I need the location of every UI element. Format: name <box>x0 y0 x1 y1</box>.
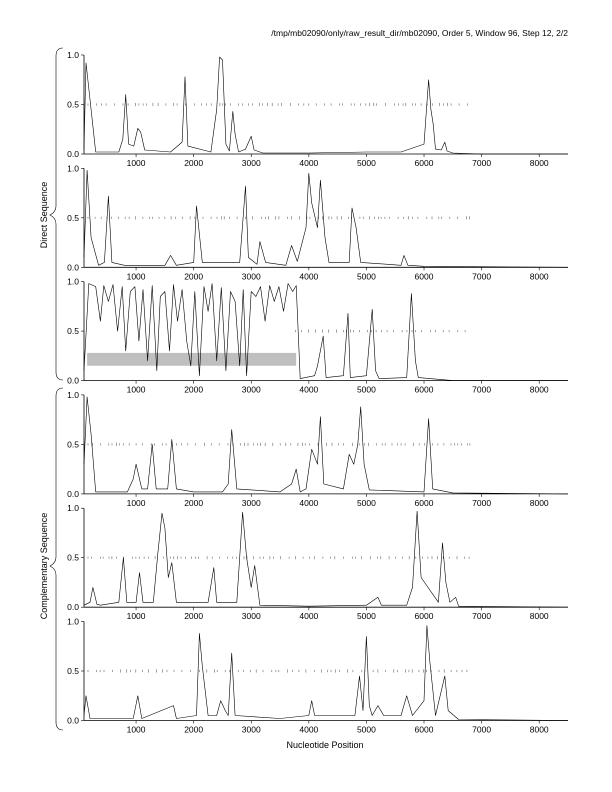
y-tick-label: 0.0 <box>67 602 79 613</box>
y-tick-label: 1.0 <box>67 50 79 60</box>
y-tick-label: 0.0 <box>67 488 79 499</box>
x-tick-label: 8000 <box>529 497 549 508</box>
x-tick-label: 8000 <box>529 611 549 622</box>
x-tick-label: 4000 <box>299 271 319 282</box>
x-tick-label: 8000 <box>529 271 549 282</box>
x-tick-label: 3000 <box>241 724 261 735</box>
y-tick-label: 1.0 <box>67 616 79 627</box>
series-line <box>84 511 568 607</box>
x-tick-label: 3000 <box>241 271 261 282</box>
panel-3 <box>67 277 568 395</box>
direct-sequence-label: Direct Sequence <box>39 181 49 249</box>
x-tick-label: 5000 <box>356 384 376 395</box>
x-tick-label: 6000 <box>414 384 434 395</box>
y-tick-label: 1.0 <box>67 389 79 400</box>
x-tick-label: 6000 <box>414 497 434 508</box>
x-tick-label: 1000 <box>126 384 146 395</box>
panel-1 <box>67 50 568 168</box>
x-tick-label: 7000 <box>472 158 492 168</box>
x-tick-label: 8000 <box>529 724 549 735</box>
y-tick-label: 0.5 <box>67 212 79 223</box>
complementary-sequence-label: Complementary Sequence <box>39 512 49 620</box>
y-tick-label: 0.5 <box>67 99 79 110</box>
x-tick-label: 8000 <box>529 384 549 395</box>
y-tick-label: 0.5 <box>67 439 79 450</box>
y-tick-label: 0.5 <box>67 326 79 337</box>
panel-2 <box>67 163 568 281</box>
panel-4 <box>67 390 568 508</box>
x-tick-label: 3000 <box>241 158 261 168</box>
x-tick-label: 3000 <box>241 384 261 395</box>
complementary-group-bracket <box>50 388 63 730</box>
x-tick-label: 7000 <box>472 384 492 395</box>
x-tick-label: 3000 <box>241 497 261 508</box>
x-tick-label: 7000 <box>472 724 492 735</box>
x-tick-label: 5000 <box>356 271 376 282</box>
x-tick-label: 2000 <box>184 724 204 735</box>
x-tick-label: 6000 <box>414 271 434 282</box>
x-tick-label: 2000 <box>184 384 204 395</box>
x-tick-label: 4000 <box>299 158 319 168</box>
series-line <box>84 397 568 494</box>
y-tick-label: 0.0 <box>67 715 79 726</box>
y-tick-label: 0.5 <box>67 552 79 563</box>
x-tick-label: 4000 <box>299 611 319 622</box>
x-tick-label: 2000 <box>184 271 204 282</box>
x-tick-label: 3000 <box>241 611 261 622</box>
x-tick-label: 2000 <box>184 611 204 622</box>
series-line <box>84 626 568 721</box>
x-tick-label: 2000 <box>184 158 204 168</box>
x-tick-label: 7000 <box>472 497 492 508</box>
y-tick-label: 1.0 <box>67 503 79 514</box>
x-tick-label: 5000 <box>356 724 376 735</box>
x-tick-label: 4000 <box>299 384 319 395</box>
figure-title: /tmp/mb02090/only/raw_result_dir/mb02090, Order 5, Window 96, Step 12, 2/2 <box>271 28 568 38</box>
series-line <box>84 284 568 381</box>
x-axis-title: Nucleotide Position <box>286 740 364 750</box>
y-tick-label: 0.0 <box>67 375 79 386</box>
x-tick-label: 1000 <box>126 271 146 282</box>
panel-6 <box>67 617 568 735</box>
x-tick-label: 7000 <box>472 271 492 282</box>
series-line <box>84 57 568 154</box>
x-tick-label: 5000 <box>356 611 376 622</box>
x-tick-label: 5000 <box>356 158 376 168</box>
y-tick-label: 0.0 <box>67 262 79 273</box>
series-line <box>84 170 568 267</box>
x-tick-label: 4000 <box>299 497 319 508</box>
x-tick-label: 7000 <box>472 611 492 622</box>
x-tick-label: 2000 <box>184 497 204 508</box>
x-tick-label: 6000 <box>414 158 434 168</box>
y-tick-label: 1.0 <box>67 163 79 174</box>
x-tick-label: 1000 <box>126 158 146 168</box>
x-tick-label: 4000 <box>299 724 319 735</box>
y-tick-label: 1.0 <box>67 276 79 287</box>
y-tick-label: 0.0 <box>67 149 79 159</box>
x-tick-label: 5000 <box>356 497 376 508</box>
x-tick-label: 1000 <box>126 611 146 622</box>
x-tick-label: 8000 <box>529 158 549 168</box>
direct-group-bracket <box>50 48 63 380</box>
x-tick-label: 1000 <box>126 724 146 735</box>
x-tick-label: 1000 <box>126 497 146 508</box>
x-tick-label: 6000 <box>414 724 434 735</box>
y-tick-label: 0.5 <box>67 666 79 676</box>
panels <box>67 50 568 735</box>
panel-5 <box>67 503 568 621</box>
x-tick-label: 6000 <box>414 611 434 622</box>
